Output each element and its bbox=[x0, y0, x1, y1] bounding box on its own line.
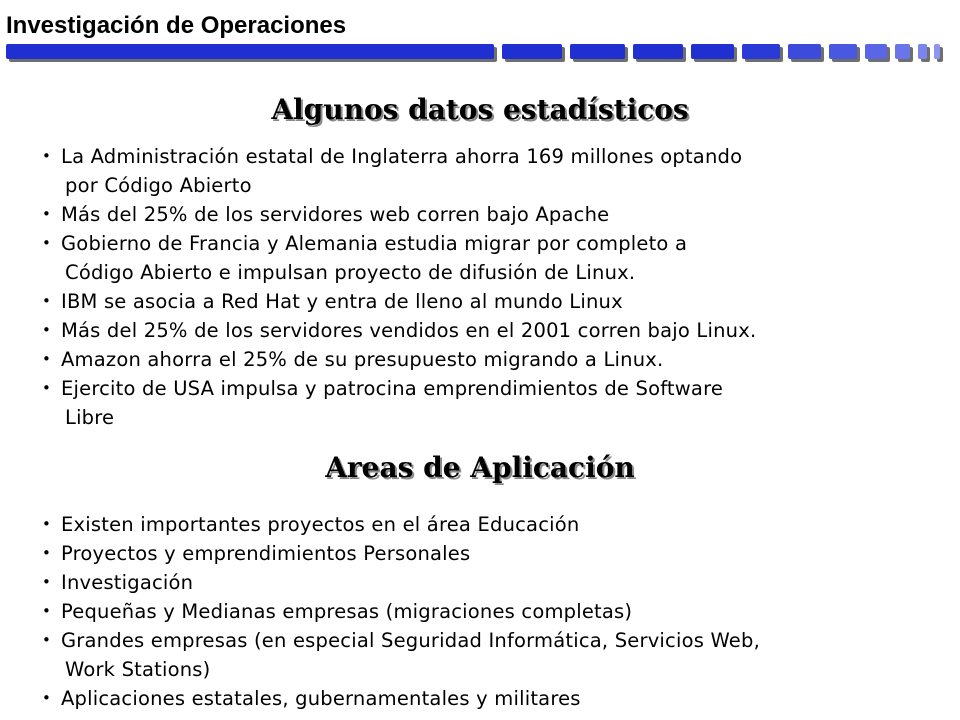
list-item-text: Código Abierto e impulsan proyecto de difusión de Linux. bbox=[65, 261, 636, 284]
bullet-icon: • bbox=[42, 602, 52, 620]
list-item bbox=[42, 626, 760, 684]
bar-segment bbox=[633, 44, 683, 59]
list-item-text: Gobierno de Francia y Alemania estudia migrar por completo a bbox=[61, 232, 688, 255]
bar-segment bbox=[918, 44, 927, 59]
bullet-icon: • bbox=[42, 321, 52, 339]
bar-segment bbox=[934, 44, 940, 59]
bar-segment bbox=[570, 44, 625, 59]
list-item bbox=[42, 539, 760, 568]
bullet-icon: • bbox=[42, 234, 52, 252]
bar-segment bbox=[502, 44, 562, 59]
page-header-title: Investigación de Operaciones bbox=[6, 12, 347, 39]
list-item-text: Ejercito de USA impulsa y patrocina emprendimientos de Software bbox=[61, 377, 724, 400]
bullet-icon: • bbox=[42, 350, 52, 368]
bar-segment bbox=[6, 44, 494, 59]
list-item bbox=[42, 684, 760, 713]
list-item bbox=[42, 287, 756, 316]
application-areas-list bbox=[42, 510, 760, 713]
list-item-text: Pequeñas y Medianas empresas (migraciones completas) bbox=[61, 600, 633, 623]
bar-segment bbox=[788, 44, 821, 59]
list-item-text: Grandes empresas (en especial Seguridad Informática, Servicios Web, bbox=[61, 629, 760, 652]
bar-segment bbox=[895, 44, 910, 59]
list-item-text: La Administración estatal de Inglaterra ahorra 169 millones optando bbox=[61, 145, 743, 168]
bar-segment bbox=[829, 44, 857, 59]
list-item-text: por Código Abierto bbox=[65, 174, 252, 197]
list-item-text: Más del 25% de los servidores vendidos en el 2001 corren bajo Linux. bbox=[61, 319, 757, 342]
bar-segment bbox=[691, 44, 734, 59]
list-item bbox=[42, 510, 760, 539]
bullet-icon: • bbox=[42, 147, 52, 165]
bullet-icon: • bbox=[42, 631, 52, 649]
section-heading-application-areas: Areas de Aplicación bbox=[325, 451, 635, 484]
list-item-text: Aplicaciones estatales, gubernamentales y militares bbox=[61, 687, 581, 710]
list-item bbox=[42, 200, 756, 229]
list-item bbox=[42, 229, 756, 287]
bullet-icon: • bbox=[42, 292, 52, 310]
bar-segment bbox=[865, 44, 887, 59]
list-item-text: Proyectos y emprendimientos Personales bbox=[61, 542, 471, 565]
bullet-icon: • bbox=[42, 689, 52, 707]
bullet-icon: • bbox=[42, 544, 52, 562]
section-heading-statistics: Algunos datos estadísticos bbox=[271, 93, 689, 126]
list-item-text: Investigación bbox=[61, 571, 194, 594]
bullet-icon: • bbox=[42, 379, 52, 397]
bullet-icon: • bbox=[42, 205, 52, 223]
list-item-text: Más del 25% de los servidores web corren bajo Apache bbox=[61, 203, 610, 226]
list-item bbox=[42, 597, 760, 626]
list-item bbox=[42, 345, 756, 374]
list-item-text: Work Stations) bbox=[65, 658, 211, 681]
decorative-header-bar bbox=[0, 44, 960, 64]
list-item-text: Libre bbox=[65, 406, 115, 429]
statistics-list bbox=[42, 142, 756, 432]
list-item-text: IBM se asocia a Red Hat y entra de lleno al mundo Linux bbox=[61, 290, 623, 313]
list-item bbox=[42, 568, 760, 597]
bullet-icon: • bbox=[42, 573, 52, 591]
bar-segment bbox=[742, 44, 780, 59]
list-item-text: Existen importantes proyectos en el área Educación bbox=[61, 513, 580, 536]
list-item-text: Amazon ahorra el 25% de su presupuesto migrando a Linux. bbox=[61, 348, 664, 371]
bullet-icon: • bbox=[42, 515, 52, 533]
list-item bbox=[42, 142, 756, 200]
list-item bbox=[42, 374, 756, 432]
list-item bbox=[42, 316, 756, 345]
